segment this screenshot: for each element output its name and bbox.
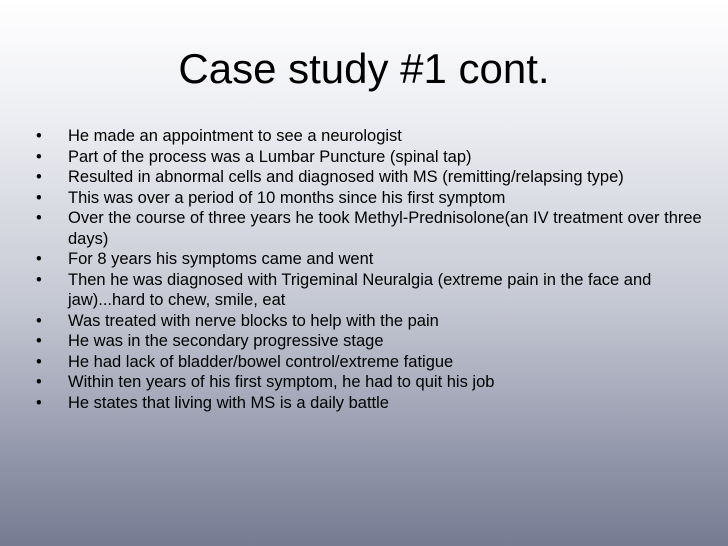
bullet-item [36,331,706,352]
bullet-text: Part of the process was a Lumbar Puncture (spinal tap) [68,147,472,166]
bullet-glyph: • [36,352,42,371]
bullet-text: Then he was diagnosed with Trigeminal Neuralgia (extreme pain in the face and jaw)...hard to chew, smile, eat [68,270,652,309]
bullet-text: He made an appointment to see a neurologist [68,127,402,145]
bullet-text: Over the course of three years he took Methyl-Prednisolone(an IV treatment over three days) [68,209,702,248]
bullet-item [36,372,706,393]
bullet-glyph: • [36,250,42,268]
bullet-text: He had lack of bladder/bowel control/extreme fatigue [68,352,454,371]
bullet-item [36,270,706,311]
bullet-text: Was treated with nerve blocks to help with the pain [68,311,439,330]
bullet-item [36,208,706,249]
bullet-text: Resulted in abnormal cells and diagnosed with MS (remitting/relapsing type) [68,168,624,186]
bullet-glyph: • [36,311,42,330]
bullet-list [36,126,706,413]
bullet-glyph: • [36,168,42,186]
bullet-glyph: • [36,373,42,391]
bullet-glyph: • [36,393,42,412]
bullet-item [36,393,706,414]
bullet-item [36,147,706,168]
bullet-text: For 8 years his symptoms came and went [68,250,374,268]
bullet-glyph: • [36,188,42,207]
bullet-item [36,352,706,373]
bullet-glyph: • [36,209,42,227]
bullet-glyph: • [36,147,42,166]
bullet-text: Within ten years of his first symptom, he had to quit his job [68,373,495,391]
bullet-item [36,249,706,270]
bullet-item [36,188,706,209]
slide-title: Case study #1 cont. [178,45,550,92]
bullet-text: This was over a period of 10 months since his first symptom [68,188,506,207]
bullet-text: He was in the secondary progressive stage [68,332,384,350]
bullet-glyph: • [36,270,42,289]
bullet-item [36,311,706,332]
bullet-item [36,126,706,147]
bullet-glyph: • [36,127,42,145]
bullet-glyph: • [36,332,42,350]
bullet-item [36,167,706,188]
bullet-text: He states that living with MS is a daily battle [68,393,389,412]
